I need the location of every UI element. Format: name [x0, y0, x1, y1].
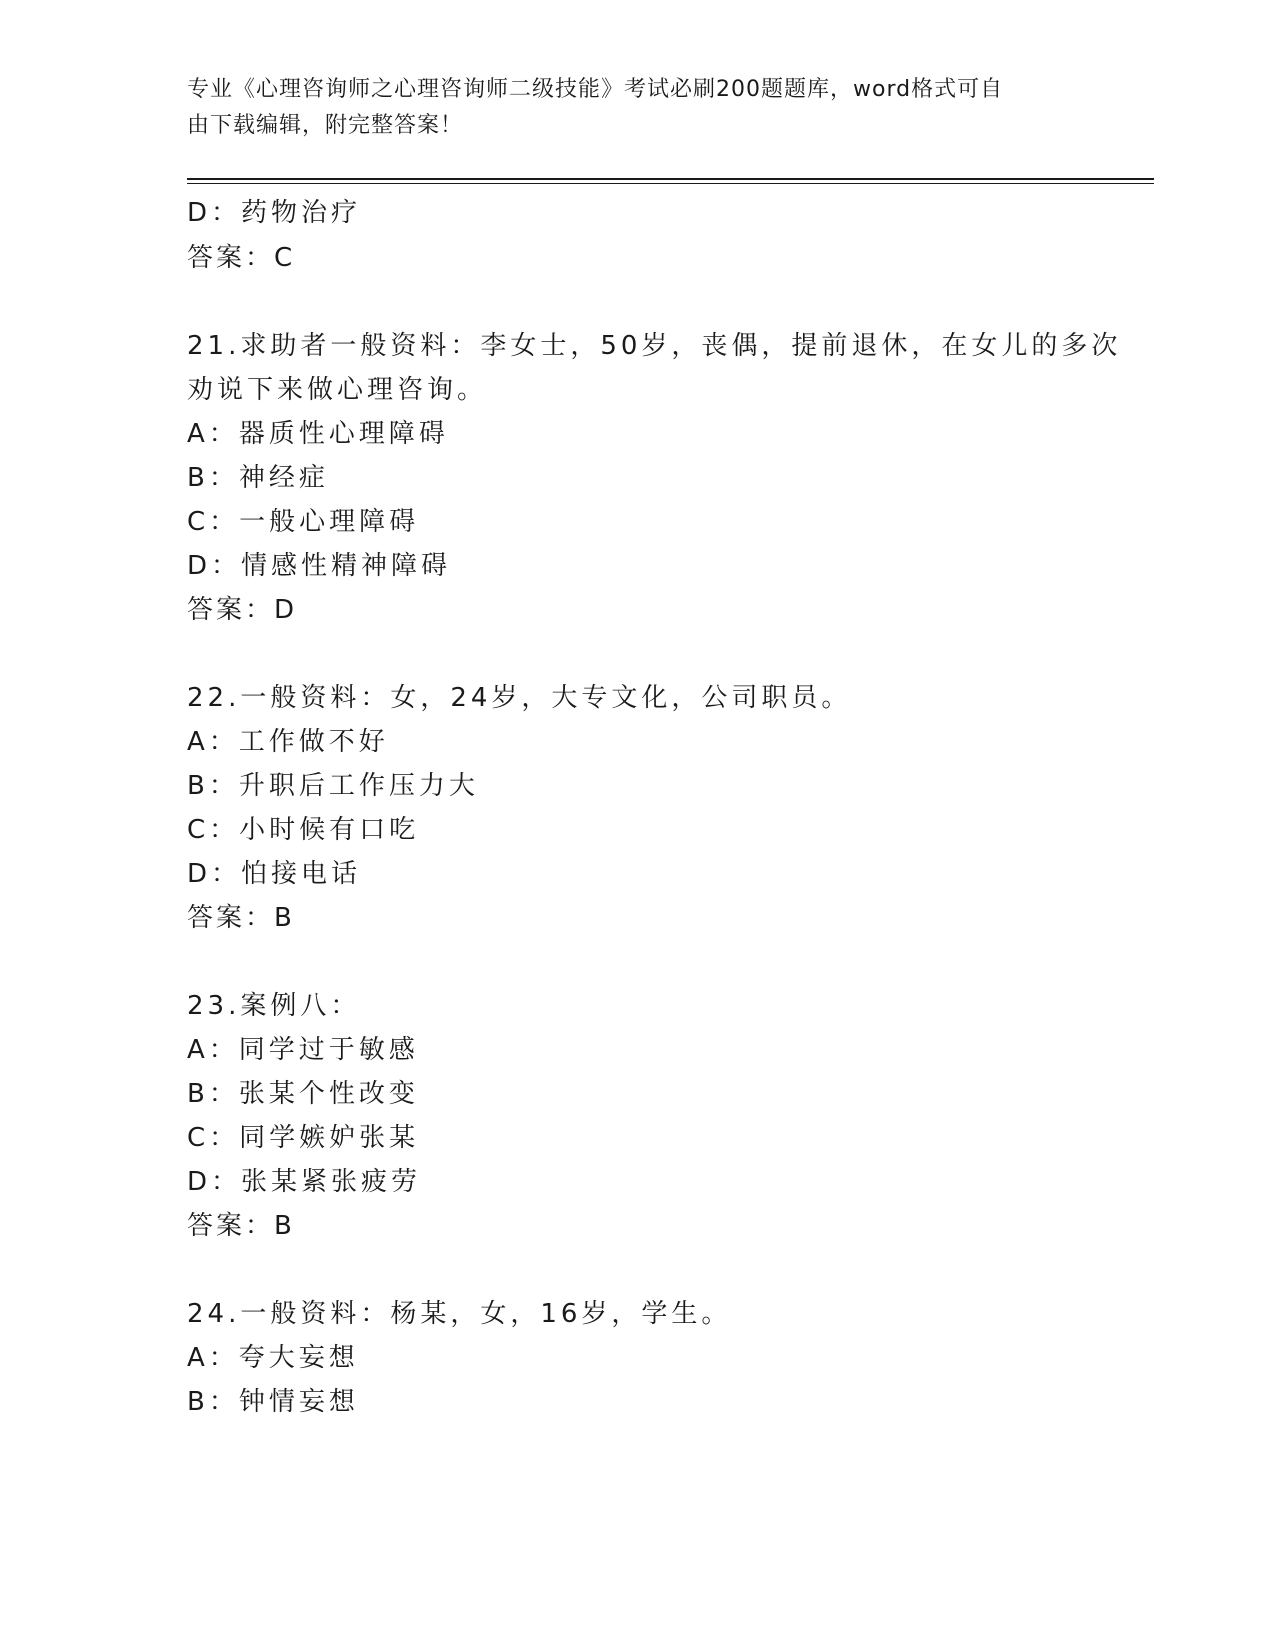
option-d-q21: D：情感性精神障碍	[187, 551, 452, 581]
option-a-q23: A：同学过于敏感	[187, 1035, 419, 1065]
header-line-1: 专业《心理咨询师之心理咨询师二级技能》考试必刷200题题库，word格式可自	[187, 77, 1004, 102]
document-header	[187, 72, 1087, 144]
option-b-q23: B：张某个性改变	[187, 1079, 419, 1109]
answer-q23: 答案：B	[187, 1211, 295, 1241]
question-21-line-1: 21.求助者一般资料：李女士，50岁，丧偶，提前退休，在女儿的多次	[187, 331, 1122, 361]
option-d-q23: D：张某紧张疲劳	[187, 1167, 422, 1197]
question-21-line-2: 劝说下来做心理咨询。	[187, 375, 488, 405]
answer-q21: 答案：D	[187, 595, 298, 625]
option-c-q21: C：一般心理障碍	[187, 507, 420, 537]
question-24: 24.一般资料：杨某，女，16岁，学生。	[187, 1299, 732, 1329]
option-b-q24: B：钟情妄想	[187, 1387, 359, 1417]
header-divider-thin	[187, 183, 1154, 184]
answer-q22: 答案：B	[187, 903, 295, 933]
option-a-q21: A：器质性心理障碍	[187, 419, 449, 449]
option-a-q22: A：工作做不好	[187, 727, 389, 757]
option-d-q20: D：药物治疗	[187, 198, 362, 228]
question-23: 23.案例八：	[187, 991, 361, 1021]
option-d-q22: D：怕接电话	[187, 859, 362, 889]
option-c-q22: C：小时候有口吃	[187, 815, 420, 845]
header-line-2: 由下载编辑，附完整答案！	[187, 113, 464, 138]
answer-q20: 答案：C	[187, 243, 296, 273]
header-divider-thick	[187, 178, 1154, 180]
option-a-q24: A：夸大妄想	[187, 1343, 359, 1373]
option-b-q22: B：升职后工作压力大	[187, 771, 479, 801]
question-22: 22.一般资料：女，24岁，大专文化，公司职员。	[187, 683, 852, 713]
option-c-q23: C：同学嫉妒张某	[187, 1123, 420, 1153]
option-b-q21: B：神经症	[187, 463, 329, 493]
